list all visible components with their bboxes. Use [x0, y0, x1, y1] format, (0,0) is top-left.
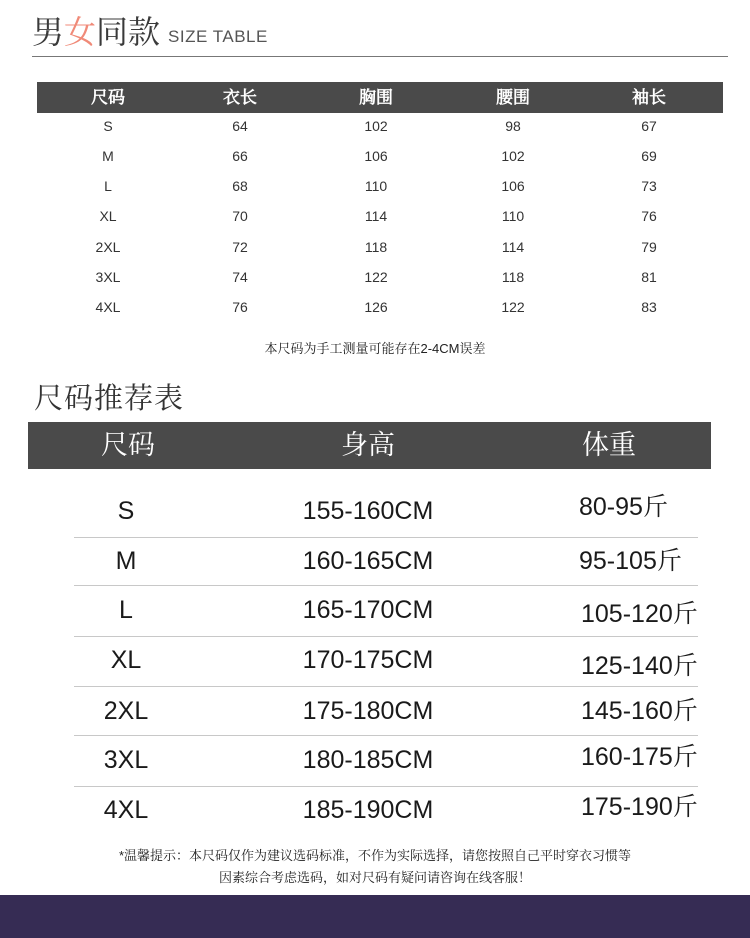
chest-cell: 118: [364, 239, 388, 255]
height-cell: 175-180CM: [302, 697, 434, 725]
sleeve-cell: 79: [641, 239, 657, 255]
table-row: [74, 536, 698, 586]
title-men: 男: [32, 14, 65, 50]
recommend-table-header: [28, 422, 711, 469]
size-cell: M: [115, 547, 137, 575]
waist-cell: 102: [501, 148, 525, 164]
chest-cell: 110: [364, 178, 388, 194]
chest-cell: 126: [364, 299, 388, 315]
size-table-header: [37, 82, 723, 113]
chest-cell: 102: [364, 118, 388, 134]
length-col-header: 衣长: [223, 88, 257, 107]
table-row: [74, 686, 698, 736]
waist-cell: 106: [501, 178, 525, 194]
size-cell: S: [117, 497, 135, 525]
warm-tip-line1: *温馨提示：本尺码仅作为建议选码标准，不作为实际选择，请您按照自己平时穿衣习惯等: [118, 848, 632, 863]
table-row: [74, 735, 698, 785]
size-cell: M: [102, 148, 114, 164]
table-row: [37, 111, 723, 141]
length-cell: 68: [232, 178, 248, 194]
height-cell: 165-170CM: [302, 596, 434, 624]
weight-cell: 80-95斤: [579, 493, 668, 521]
length-cell: 76: [232, 299, 248, 315]
warm-tip: [0, 845, 750, 889]
waist-cell: 110: [501, 208, 525, 224]
footer-bar: [0, 895, 750, 938]
length-cell: 70: [232, 208, 248, 224]
table-row: [37, 171, 723, 201]
size-col-header: 尺码: [101, 430, 155, 460]
sleeve-cell: 73: [641, 178, 657, 194]
size-cell: 3XL: [103, 746, 149, 774]
size-cell: L: [119, 596, 133, 624]
weight-cell: 160-175斤: [581, 743, 698, 771]
size-cell: XL: [110, 646, 142, 674]
height-cell: 185-190CM: [302, 796, 434, 824]
size-col-header: 尺码: [91, 88, 125, 107]
title-women: 女: [64, 14, 97, 50]
height-cell: 155-160CM: [302, 497, 434, 525]
length-cell: 72: [232, 239, 248, 255]
size-cell: 3XL: [95, 269, 121, 285]
length-cell: 74: [232, 269, 248, 285]
sleeve-cell: 76: [641, 208, 657, 224]
sleeve-cell: 81: [641, 269, 657, 285]
title-english: SIZE TABLE: [168, 27, 268, 46]
sleeve-cell: 83: [641, 299, 657, 315]
weight-cell: 105-120斤: [581, 600, 698, 628]
table-row: [74, 785, 698, 835]
size-cell: L: [104, 178, 112, 194]
size-cell: 2XL: [95, 239, 121, 255]
height-cell: 180-185CM: [302, 746, 434, 774]
chest-cell: 122: [364, 269, 388, 285]
recommend-title: 尺码推荐表: [34, 383, 185, 415]
size-cell: 2XL: [103, 697, 149, 725]
table-row: [74, 486, 698, 536]
table-row: [74, 585, 698, 635]
measurement-note: 本尺码为手工测量可能存在2-4CM误差: [264, 341, 486, 356]
chest-cell: 106: [364, 148, 388, 164]
size-cell: XL: [99, 208, 117, 224]
table-row: [37, 292, 723, 322]
warm-tip-line2: 因素综合考虑选码，如对尺码有疑问请咨询在线客服！: [218, 870, 531, 885]
length-cell: 66: [232, 148, 248, 164]
sleeve-cell: 69: [641, 148, 657, 164]
page-title: [32, 8, 268, 52]
table-row: [37, 141, 723, 171]
waist-cell: 118: [501, 269, 525, 285]
weight-cell: 95-105斤: [579, 547, 682, 575]
height-col-header: 身高: [341, 430, 395, 460]
sleeve-col-header: 袖长: [632, 88, 666, 107]
weight-cell: 175-190斤: [581, 793, 698, 821]
table-row: [37, 232, 723, 262]
weight-cell: 125-140斤: [581, 652, 698, 680]
size-cell: S: [103, 118, 113, 134]
table-row: [37, 201, 723, 231]
weight-col-header: 体重: [582, 430, 636, 460]
table-row: [37, 262, 723, 292]
size-cell: 4XL: [95, 299, 121, 315]
waist-cell: 98: [505, 118, 521, 134]
height-cell: 160-165CM: [302, 547, 434, 575]
weight-cell: 145-160斤: [581, 697, 698, 725]
chest-col-header: 胸围: [359, 88, 393, 107]
waist-cell: 114: [501, 239, 525, 255]
waist-cell: 122: [501, 299, 525, 315]
title-same-style: 同款: [96, 14, 161, 50]
size-cell: 4XL: [103, 796, 149, 824]
chest-cell: 114: [364, 208, 388, 224]
title-divider: [32, 56, 728, 57]
sleeve-cell: 67: [641, 118, 657, 134]
height-cell: 170-175CM: [302, 646, 434, 674]
table-row: [74, 635, 698, 685]
waist-col-header: 腰围: [496, 88, 530, 107]
length-cell: 64: [232, 118, 248, 134]
